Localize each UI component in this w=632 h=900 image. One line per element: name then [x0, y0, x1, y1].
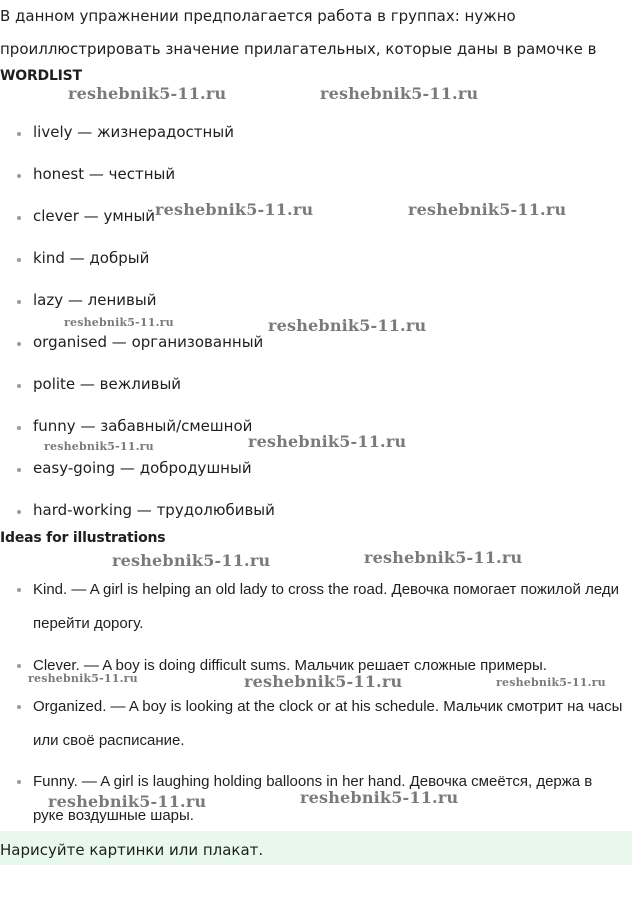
list-item: easy-going — добродушный — [33, 459, 252, 477]
list-item: lively — жизнерадостный — [33, 123, 234, 141]
list-item: Organized. — A boy is looking at the clock or at his schedule. Мальчик смотрит на часы или своё расписание. — [33, 690, 625, 758]
list-item: clever — умный — [33, 207, 156, 225]
watermark: reshebnik5-11.ru — [496, 676, 606, 689]
list-item: honest — честный — [33, 165, 176, 183]
list-item: kind — добрый — [33, 249, 150, 267]
list-item: lazy — ленивый — [33, 291, 157, 309]
watermark: reshebnik5-11.ru — [68, 84, 227, 103]
watermark: reshebnik5-11.ru — [112, 551, 271, 570]
watermark: reshebnik5-11.ru — [248, 432, 407, 451]
watermark: reshebnik5-11.ru — [408, 200, 567, 219]
list-item: hard-working — трудолюбивый — [33, 501, 275, 519]
ideas-title: Ideas for illustrations — [0, 530, 166, 546]
list-item: polite — вежливый — [33, 375, 182, 393]
watermark: reshebnik5-11.ru — [364, 548, 523, 567]
watermark: reshebnik5-11.ru — [300, 788, 459, 807]
watermark: reshebnik5-11.ru — [64, 316, 174, 329]
watermark: reshebnik5-11.ru — [44, 440, 154, 453]
task-box: Нарисуйте картинки или плакат. — [0, 831, 632, 865]
watermark: reshebnik5-11.ru — [244, 672, 403, 691]
list-item: organised — организованный — [33, 333, 264, 351]
list-item: funny — забавный/смешной — [33, 417, 253, 435]
list-item: Funny. — A girl is laughing holding balloons in her hand. Девочка смеётся, держа в руке воздушные шары. — [33, 765, 625, 833]
intro-text: В данном упражнении предполагается работа в группах: нужно проиллюстрировать значение прилагательных, которые даны в рамочке в — [0, 7, 597, 58]
list-item: Clever. — A boy is doing difficult sums. Мальчик решает сложные примеры. — [33, 649, 625, 683]
watermark: reshebnik5-11.ru — [268, 316, 427, 335]
list-item: Kind. — A girl is helping an old lady to cross the road. Девочка помогает пожилой леди перейти дорогу. — [33, 573, 625, 641]
watermark: reshebnik5-11.ru — [320, 84, 479, 103]
watermark: reshebnik5-11.ru — [48, 792, 207, 811]
watermark: reshebnik5-11.ru — [28, 672, 138, 685]
wordlist-title: WORDLIST — [0, 68, 82, 84]
watermark: reshebnik5-11.ru — [155, 200, 314, 219]
